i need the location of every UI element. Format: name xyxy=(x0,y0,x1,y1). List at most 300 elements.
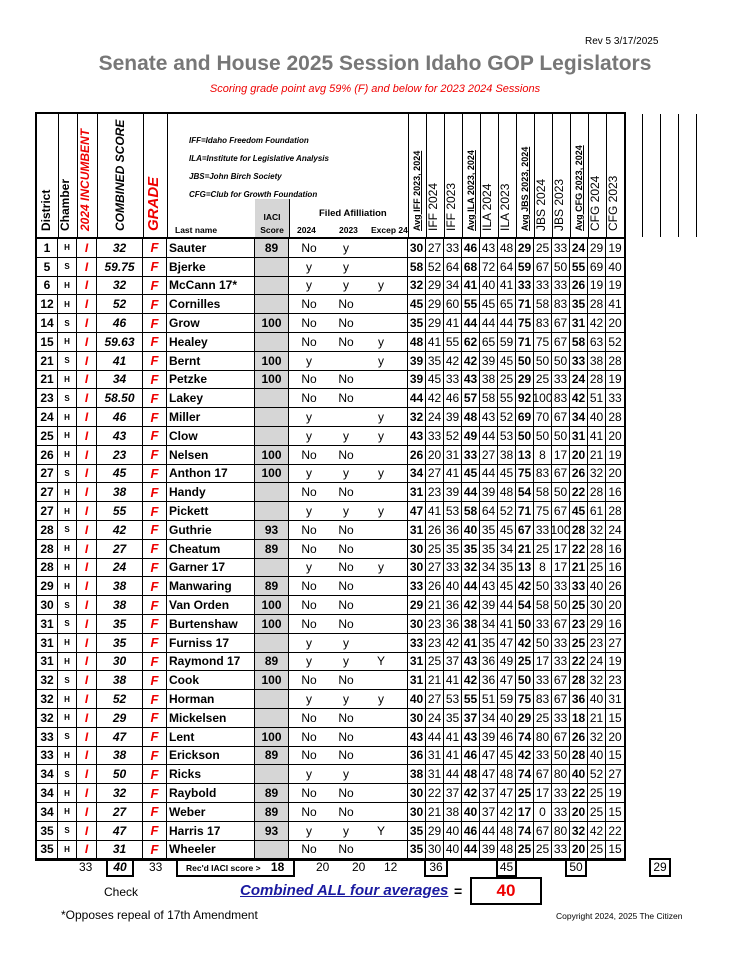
filed-affiliation-cell xyxy=(289,540,408,558)
avg-jbs-cell: 71 xyxy=(516,295,534,313)
ila-2023-cell: 35 xyxy=(498,559,516,577)
filed-2024: No xyxy=(301,372,317,387)
avg-ila-cell: 43 xyxy=(462,653,480,671)
avg-ila-cell: 58 xyxy=(462,502,480,520)
cfg-2023-cell: 19 xyxy=(608,278,622,293)
iaci-score-cell: 89 xyxy=(255,784,289,802)
lastname-cell: Pickett xyxy=(167,502,255,520)
jbs-2024-cell: 58 xyxy=(534,596,552,614)
avg-jbs-cell: 17 xyxy=(516,803,534,821)
avg-ila-cell: 62 xyxy=(462,333,480,351)
footer-iaci-label: Rec'd IACI score > xyxy=(186,863,261,873)
jbs-2023-cell: 33 xyxy=(552,784,570,802)
iaci-score-cell xyxy=(255,258,289,276)
iff-2023-cell: 36 xyxy=(444,521,462,539)
district-cell: 5 xyxy=(37,258,58,276)
chamber-cell: H xyxy=(58,427,77,445)
district-cell: 32 xyxy=(37,690,58,708)
iaci-score-cell: 93 xyxy=(255,822,289,840)
iaci-score-cell xyxy=(255,483,289,501)
lastname-cell: Raymond 17 xyxy=(167,653,255,671)
iff-2024-cell: 23 xyxy=(426,615,444,633)
avg-jbs-cell: 67 xyxy=(516,521,534,539)
filed-2024: y xyxy=(306,560,312,575)
filed-2024: No xyxy=(301,297,317,312)
header-iaci: IACI xyxy=(263,212,281,222)
filed-affiliation-cell xyxy=(289,446,408,464)
ila-2024-cell: 47 xyxy=(480,747,498,765)
filed-2023: y xyxy=(343,259,349,274)
filed-2024: No xyxy=(301,748,317,763)
filed-2023: y xyxy=(343,428,349,443)
cfg-2024-cell: 23 xyxy=(588,634,606,652)
grade-cell: F xyxy=(143,634,167,652)
jbs-2024-cell: 25 xyxy=(534,239,552,257)
lastname-cell: Miller xyxy=(167,408,255,426)
chamber-cell: H xyxy=(58,577,77,595)
iff-2024-cell: 29 xyxy=(426,314,444,332)
cfg-2024-cell: 40 xyxy=(588,408,606,426)
iaci-score-cell: 100 xyxy=(255,671,289,689)
district-cell: 35 xyxy=(37,841,58,859)
iff-2023-cell: 41 xyxy=(444,728,462,746)
grade-cell: F xyxy=(143,371,167,389)
ila-2023-cell: 45 xyxy=(498,465,516,483)
combined-score-cell: 47 xyxy=(97,822,143,840)
avg-jbs-cell: 54 xyxy=(516,596,534,614)
avg-iff-cell: 30 xyxy=(408,784,426,802)
district-cell: 23 xyxy=(37,389,58,407)
jbs-2024-cell: 25 xyxy=(534,841,552,859)
filed-affiliation-cell xyxy=(289,822,408,840)
iaci-score-cell: 93 xyxy=(255,521,289,539)
lastname-cell: Nelsen xyxy=(167,446,255,464)
iaci-score-cell xyxy=(255,295,289,313)
header-jbs-2023: JBS 2023 xyxy=(552,178,566,231)
jbs-2023-cell: 67 xyxy=(552,333,570,351)
grade-cell: F xyxy=(143,239,167,257)
combined-score-cell: 52 xyxy=(97,295,143,313)
jbs-2024-cell: 33 xyxy=(534,615,552,633)
avg-jbs-cell: 21 xyxy=(516,540,534,558)
grade-cell: F xyxy=(143,615,167,633)
cfg-2024-cell: 28 xyxy=(588,483,606,501)
ila-2023-cell: 48 xyxy=(498,841,516,859)
table-row xyxy=(37,709,624,728)
incumbent-cell: I xyxy=(77,258,97,276)
chamber-cell: H xyxy=(58,277,77,295)
iff-2024-cell: 21 xyxy=(426,596,444,614)
filed-2023: No xyxy=(338,522,354,537)
avg-jbs-cell: 25 xyxy=(516,841,534,859)
avg-iff-cell: 48 xyxy=(408,333,426,351)
cfg-2024-cell: 32 xyxy=(588,671,606,689)
iff-2023-cell: 33 xyxy=(444,371,462,389)
avg-ila-cell: 46 xyxy=(462,239,480,257)
avg-iff-cell: 35 xyxy=(408,314,426,332)
incumbent-cell: I xyxy=(77,239,97,257)
avg-jbs-cell: 50 xyxy=(516,615,534,633)
combined-label: Combined ALL four averages xyxy=(240,882,449,899)
combined-score-cell: 46 xyxy=(97,314,143,332)
jbs-2023-cell: 67 xyxy=(552,314,570,332)
legend-iff: IFF=Idaho Freedom Foundation xyxy=(189,136,309,145)
avg-ila-cell: 37 xyxy=(462,709,480,727)
filed-2024: No xyxy=(301,485,317,500)
grade-cell: F xyxy=(143,728,167,746)
combined-score-cell: 27 xyxy=(97,803,143,821)
avg-jbs-cell: 75 xyxy=(516,465,534,483)
jbs-2023-cell: 100 xyxy=(550,522,571,537)
iff-2024-cell: 33 xyxy=(426,427,444,445)
avg-jbs-cell: 29 xyxy=(516,709,534,727)
avg-cfg-cell: 33 xyxy=(570,352,588,370)
iff-2023-cell: 37 xyxy=(444,653,462,671)
district-cell: 15 xyxy=(37,333,58,351)
filed-affiliation-cell xyxy=(289,465,408,483)
header-chamber: Chamber xyxy=(58,178,72,231)
avg-cfg-cell: 58 xyxy=(570,333,588,351)
lastname-cell: Weber xyxy=(167,803,255,821)
iff-2024-cell: 31 xyxy=(426,765,444,783)
avg-iff-cell: 32 xyxy=(408,408,426,426)
table-body xyxy=(37,239,624,859)
jbs-2023-cell: 33 xyxy=(552,277,570,295)
jbs-2023-cell: 67 xyxy=(552,502,570,520)
avg-cfg-cell: 26 xyxy=(570,728,588,746)
avg-jbs-cell: 13 xyxy=(516,446,534,464)
avg-ila-cell: 48 xyxy=(462,408,480,426)
avg-jbs-cell: 25 xyxy=(516,784,534,802)
footer-count-incumbent: 33 xyxy=(79,860,93,874)
avg-jbs-cell: 92 xyxy=(516,389,534,407)
lastname-cell: Sauter xyxy=(167,239,255,257)
avg-ila-cell: 38 xyxy=(462,615,480,633)
iff-2024-cell: 23 xyxy=(426,634,444,652)
filed-2024: No xyxy=(301,447,317,462)
district-cell: 1 xyxy=(37,239,58,257)
filed-2023: No xyxy=(338,673,354,688)
chamber-cell: S xyxy=(58,671,77,689)
cfg-2023-cell: 52 xyxy=(608,334,622,349)
table-row xyxy=(37,427,624,446)
filed-affiliation-cell xyxy=(289,784,408,802)
cfg-2024-cell: 28 xyxy=(588,371,606,389)
ila-2023-cell: 48 xyxy=(498,765,516,783)
iaci-score-cell xyxy=(255,389,289,407)
filed-2024: y xyxy=(306,692,312,707)
cfg-2024-cell: 38 xyxy=(588,352,606,370)
excep-24: y xyxy=(378,466,384,481)
avg-iff-cell: 36 xyxy=(408,747,426,765)
jbs-2024-cell: 83 xyxy=(534,690,552,708)
incumbent-cell: I xyxy=(77,295,97,313)
iaci-score-cell xyxy=(255,841,289,859)
table-row xyxy=(37,333,624,352)
filed-2024: No xyxy=(301,240,317,255)
avg-ila-cell: 46 xyxy=(462,822,480,840)
jbs-2023-cell: 67 xyxy=(552,615,570,633)
cfg-2023-cell: 15 xyxy=(608,748,622,763)
district-cell: 28 xyxy=(37,540,58,558)
district-cell: 31 xyxy=(37,615,58,633)
grade-cell: F xyxy=(143,408,167,426)
grade-cell: F xyxy=(143,521,167,539)
avg-jbs-cell: 42 xyxy=(516,634,534,652)
combined-score-cell: 38 xyxy=(97,596,143,614)
avg-cfg-cell: 22 xyxy=(570,653,588,671)
table-row xyxy=(37,634,624,653)
filed-2024: y xyxy=(306,466,312,481)
lastname-cell: Burtenshaw xyxy=(167,615,255,633)
chamber-cell: S xyxy=(58,822,77,840)
avg-iff-cell: 47 xyxy=(408,502,426,520)
chamber-cell: H xyxy=(58,690,77,708)
district-cell: 33 xyxy=(37,728,58,746)
incumbent-cell: I xyxy=(77,427,97,445)
jbs-2023-cell: 67 xyxy=(552,671,570,689)
footer-filed-2023: 20 xyxy=(352,860,366,874)
filed-2024: No xyxy=(301,522,317,537)
lastname-cell: Lent xyxy=(167,728,255,746)
jbs-2023-cell: 67 xyxy=(552,728,570,746)
cfg-2023-cell: 20 xyxy=(608,466,622,481)
header-filed-2024: 2024 xyxy=(297,225,316,235)
jbs-2023-cell: 50 xyxy=(552,596,570,614)
table-row xyxy=(37,577,624,596)
ila-2023-cell: 34 xyxy=(498,540,516,558)
avg-iff-cell: 32 xyxy=(408,277,426,295)
avg-iff-cell: 34 xyxy=(408,465,426,483)
filed-affiliation-cell xyxy=(289,258,408,276)
iaci-score-cell: 100 xyxy=(255,446,289,464)
avg-ila-cell: 42 xyxy=(462,596,480,614)
avg-iff-cell: 33 xyxy=(408,634,426,652)
iff-2023-cell: 46 xyxy=(444,389,462,407)
footer-avg-ila: 45 xyxy=(496,858,517,877)
iff-2024-cell: 24 xyxy=(426,709,444,727)
filed-2023: y xyxy=(343,692,349,707)
iaci-score-cell: 89 xyxy=(255,653,289,671)
filed-2024: y xyxy=(306,767,312,782)
iff-2024-cell: 41 xyxy=(426,333,444,351)
avg-jbs-cell: 33 xyxy=(516,277,534,295)
combined-score-cell: 50 xyxy=(97,765,143,783)
iff-2024-cell: 20 xyxy=(426,446,444,464)
avg-cfg-cell: 20 xyxy=(570,841,588,859)
cfg-2024-cell: 32 xyxy=(588,521,606,539)
ila-2023-cell: 53 xyxy=(498,427,516,445)
district-cell: 21 xyxy=(37,371,58,389)
lastname-cell: Raybold xyxy=(167,784,255,802)
ila-2023-cell: 38 xyxy=(498,446,516,464)
incumbent-cell: I xyxy=(77,653,97,671)
incumbent-cell: I xyxy=(77,709,97,727)
excep-24: y xyxy=(378,560,384,575)
incumbent-cell: I xyxy=(77,841,97,859)
cfg-2023-cell: 16 xyxy=(608,541,622,556)
combined-score-cell: 24 xyxy=(97,559,143,577)
filed-2024: No xyxy=(301,710,317,725)
combined-score-cell: 27 xyxy=(97,540,143,558)
grade-cell: F xyxy=(143,427,167,445)
avg-iff-cell: 30 xyxy=(408,559,426,577)
jbs-2023-cell: 83 xyxy=(552,295,570,313)
footer-iaci-box xyxy=(176,858,295,877)
combined-score-cell: 35 xyxy=(97,615,143,633)
combined-score-cell: 52 xyxy=(97,690,143,708)
iaci-score-cell: 89 xyxy=(255,540,289,558)
iff-2023-cell: 41 xyxy=(444,747,462,765)
legislator-table xyxy=(35,112,626,861)
iaci-score-cell xyxy=(255,709,289,727)
ila-2023-cell: 44 xyxy=(498,596,516,614)
table-row xyxy=(37,239,624,258)
avg-ila-cell: 35 xyxy=(462,540,480,558)
combined-score-cell: 30 xyxy=(97,653,143,671)
avg-cfg-cell: 55 xyxy=(570,258,588,276)
filed-2024: No xyxy=(301,541,317,556)
filed-2024: y xyxy=(306,278,312,293)
iff-2024-cell: 23 xyxy=(426,483,444,501)
avg-jbs-cell: 50 xyxy=(516,352,534,370)
jbs-2023-cell: 50 xyxy=(552,258,570,276)
ila-2023-cell: 25 xyxy=(498,371,516,389)
ila-2023-cell: 41 xyxy=(498,615,516,633)
lastname-cell: Handy xyxy=(167,483,255,501)
chamber-cell: S xyxy=(58,314,77,332)
iff-2023-cell: 40 xyxy=(444,822,462,840)
grade-cell: F xyxy=(143,822,167,840)
jbs-2023-cell: 17 xyxy=(552,446,570,464)
avg-ila-cell: 44 xyxy=(462,314,480,332)
chamber-cell: S xyxy=(58,728,77,746)
combined-score-cell: 23 xyxy=(97,446,143,464)
cfg-2024-cell: 63 xyxy=(588,333,606,351)
avg-jbs-cell: 75 xyxy=(516,314,534,332)
iff-2023-cell: 40 xyxy=(444,841,462,859)
filed-2024: No xyxy=(301,616,317,631)
cfg-2024-cell: 52 xyxy=(588,765,606,783)
avg-cfg-cell: 28 xyxy=(570,671,588,689)
ila-2023-cell: 45 xyxy=(498,521,516,539)
avg-cfg-cell: 22 xyxy=(570,784,588,802)
grade-cell: F xyxy=(143,389,167,407)
filed-2023: y xyxy=(343,466,349,481)
table-row xyxy=(37,690,624,709)
header-district: District xyxy=(39,189,53,231)
lastname-cell: Furniss 17 xyxy=(167,634,255,652)
iff-2024-cell: 44 xyxy=(426,728,444,746)
lastname-cell: Cornilles xyxy=(167,295,255,313)
filed-affiliation-cell xyxy=(289,559,408,577)
grade-cell: F xyxy=(143,803,167,821)
ila-2023-cell: 52 xyxy=(498,502,516,520)
jbs-2023-cell: 67 xyxy=(552,465,570,483)
avg-cfg-cell: 31 xyxy=(570,427,588,445)
lastname-cell: Grow xyxy=(167,314,255,332)
header-iff-2024: IFF 2024 xyxy=(426,182,440,231)
chamber-cell: H xyxy=(58,634,77,652)
combined-score-cell: 38 xyxy=(97,671,143,689)
avg-iff-cell: 38 xyxy=(408,765,426,783)
table-row xyxy=(37,521,624,540)
grade-cell: F xyxy=(143,446,167,464)
incumbent-cell: I xyxy=(77,690,97,708)
filed-2023: No xyxy=(338,710,354,725)
avg-cfg-cell: 22 xyxy=(570,483,588,501)
avg-cfg-cell: 20 xyxy=(570,446,588,464)
filed-2023: No xyxy=(338,804,354,819)
iaci-score-cell xyxy=(255,502,289,520)
jbs-2024-cell: 83 xyxy=(534,465,552,483)
incumbent-cell: I xyxy=(77,333,97,351)
ila-2023-cell: 46 xyxy=(498,728,516,746)
incumbent-cell: I xyxy=(77,615,97,633)
avg-cfg-cell: 18 xyxy=(570,709,588,727)
avg-cfg-cell: 34 xyxy=(570,408,588,426)
iaci-score-cell: 100 xyxy=(255,728,289,746)
cfg-2024-cell: 42 xyxy=(588,314,606,332)
iff-2023-cell: 33 xyxy=(444,559,462,577)
avg-cfg-cell: 28 xyxy=(570,747,588,765)
iff-2024-cell: 35 xyxy=(426,352,444,370)
grade-cell: F xyxy=(143,765,167,783)
excep-24: y xyxy=(378,410,384,425)
footer-iaci-value: 18 xyxy=(270,860,285,874)
avg-iff-cell: 45 xyxy=(408,295,426,313)
grade-cell: F xyxy=(143,333,167,351)
iff-2023-cell: 36 xyxy=(444,596,462,614)
jbs-2024-cell: 33 xyxy=(534,521,552,539)
footer-avg-combined: 40 xyxy=(106,858,134,877)
iff-2024-cell: 22 xyxy=(426,784,444,802)
ila-2024-cell: 37 xyxy=(480,803,498,821)
table-row xyxy=(37,352,624,371)
table-row xyxy=(37,314,624,333)
iff-2023-cell: 41 xyxy=(444,671,462,689)
filed-affiliation-cell xyxy=(289,521,408,539)
chamber-cell: S xyxy=(58,596,77,614)
cfg-2023-cell: 16 xyxy=(608,616,622,631)
incumbent-cell: I xyxy=(77,803,97,821)
iaci-score-cell: 100 xyxy=(255,465,289,483)
filed-2023: y xyxy=(343,823,349,838)
table-row xyxy=(37,803,624,822)
cfg-2024-cell: 19 xyxy=(588,277,606,295)
ila-2024-cell: 39 xyxy=(480,728,498,746)
avg-iff-cell: 30 xyxy=(408,803,426,821)
iaci-score-cell xyxy=(255,634,289,652)
combined-score-cell: 32 xyxy=(97,277,143,295)
combined-score-cell: 42 xyxy=(97,521,143,539)
ila-2024-cell: 44 xyxy=(480,465,498,483)
avg-iff-cell: 31 xyxy=(408,653,426,671)
filed-2023: No xyxy=(338,372,354,387)
iff-2024-cell: 45 xyxy=(426,371,444,389)
filed-affiliation-cell xyxy=(289,653,408,671)
table-row xyxy=(37,841,624,860)
iaci-score-cell: 89 xyxy=(255,747,289,765)
iff-2024-cell: 26 xyxy=(426,521,444,539)
filed-2023: No xyxy=(338,786,354,800)
avg-jbs-cell: 59 xyxy=(516,258,534,276)
ila-2024-cell: 44 xyxy=(480,822,498,840)
grade-cell: F xyxy=(143,483,167,501)
cfg-2023-cell: 19 xyxy=(608,786,622,800)
header-ila-2024: ILA 2024 xyxy=(480,183,494,231)
cfg-2024-cell: 28 xyxy=(588,295,606,313)
